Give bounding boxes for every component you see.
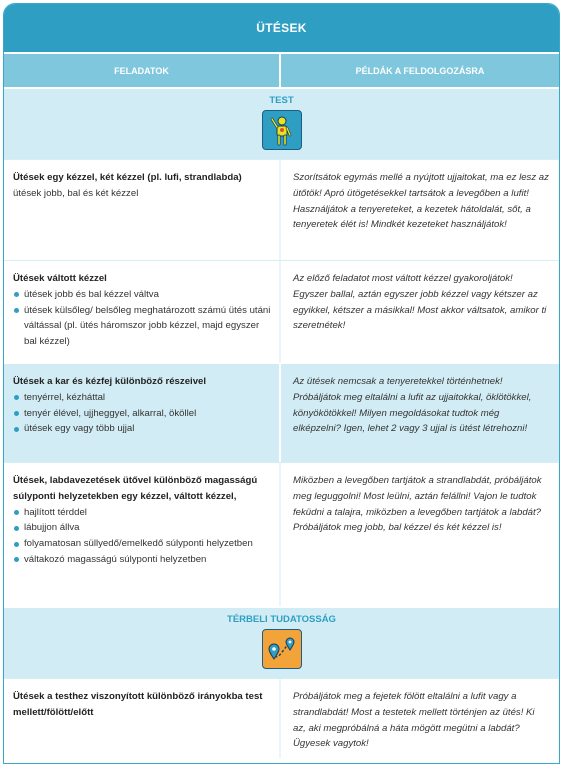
column-header-examples: PÉLDÁK A FELDOLGOZÁSRA <box>355 65 485 76</box>
section-header-test <box>4 87 559 159</box>
list-item: folyamatosan süllyedő/emelkedő súlyponti helyzetben <box>13 536 271 552</box>
list-item: tenyérrel, kézháttal <box>13 390 271 406</box>
task-title: Ütések egy kézzel, két kézzel (pl. lufi, strandlabda) <box>13 172 242 183</box>
section-header-spatial-awareness <box>4 606 559 678</box>
list-item: hajlított térddel <box>13 505 271 521</box>
list-item: ütések külsőleg/ belsőleg meghatározott számú ütés utáni váltással (pl. ütés háromszor jobb kézzel, majd egyszer bal kézzel) <box>13 303 271 350</box>
task-title: Ütések váltott kézzel <box>13 273 107 284</box>
list-item: ütések egy vagy több ujjal <box>13 421 271 437</box>
example-cell: Miközben a levegőben tartjátok a strandlabdát, próbáljátok meg leguggolni! Most leülni, aztán felállni! Vajon le tudtok feküdni a talajra, miközben a levegőben tartjátok a labdát? Próbáljátok meg jobb, bal kézzel és két kézzel is! <box>293 475 542 534</box>
table-row <box>4 362 559 462</box>
task-subtitle: ütések jobb, bal és két kézzel <box>13 187 139 199</box>
example-cell: Szorítsátok egymás mellé a nyújtott ujjaitokat, ma ez lesz az ütőtök! Apró ütögetésekkel tartsátok a levegőben a lufit! Használjátok a tenyereteket, a kezetek hátoldalát, sőt, a tenyeretek élét is! Mindkét kezeteket használjátok! <box>293 172 549 231</box>
activity-table <box>3 3 560 764</box>
table-row <box>4 678 559 758</box>
list-item: lábujjon állva <box>13 520 271 536</box>
task-title: Ütések, labdavezetések ütővel különböző magasságú súlyponti helyzetekben egy kézzel, váltott kézzel, <box>13 475 258 502</box>
table-row <box>4 462 559 606</box>
task-title: Ütések a kar és kézfej különböző részeivel <box>13 376 207 387</box>
task-bullet-list <box>13 505 271 568</box>
example-cell: Próbáljátok meg a fejetek fölött eltalálni a lufit vagy a strandlabdát! Most a testetek mellett történjen az ütés! Ki az, aki megpróbálná a háta mögött megütni a labdát? Ügyesek vagytok! <box>293 691 535 750</box>
example-cell: Az előző feladatot most váltott kézzel gyakoroljátok! Egyszer ballal, aztán egyszer jobb kézzel vagy kétszer az egyikkel, kétszer a másikkal! Most akkor váltsatok, amikor ti szeretnétek! <box>293 273 547 332</box>
task-cell <box>4 463 281 606</box>
task-title: Ütések a testhez viszonyított különböző irányokba test mellett/fölött/előtt <box>13 691 263 718</box>
list-item: ütések jobb és bal kézzel váltva <box>13 287 271 303</box>
section-label: TEST <box>269 95 294 106</box>
column-header-tasks: FELADATOK <box>4 54 281 87</box>
task-bullet-list <box>13 287 271 350</box>
table-row <box>4 159 559 260</box>
example-cell: Az ütések nemcsak a tenyeretekkel történhetnek! Próbáljátok meg eltalálni a lufit az ujjaitokkal, öklötökkel, könyökötökkel! Milyen megoldásokat tudtok még elképzelni? Igen, lehet 2 vagy 3 ujjal is ütést létrehozni! <box>293 376 532 435</box>
column-headers <box>4 52 559 87</box>
task-cell <box>4 679 281 758</box>
table-row <box>4 260 559 362</box>
map-location-pins-icon <box>262 629 302 669</box>
list-item: tenyér élével, ujjheggyel, alkarral, ököllel <box>13 406 271 422</box>
section-label: TÉRBELI TUDATOSSÁG <box>227 614 336 625</box>
task-bullet-list <box>13 390 271 437</box>
task-cell <box>4 160 281 260</box>
body-figure-icon <box>262 110 302 150</box>
list-item: váltakozó magasságú súlyponti helyzetben <box>13 552 271 568</box>
task-cell <box>4 261 281 362</box>
task-cell <box>4 364 281 462</box>
table-title: ÜTÉSEK <box>4 4 559 52</box>
